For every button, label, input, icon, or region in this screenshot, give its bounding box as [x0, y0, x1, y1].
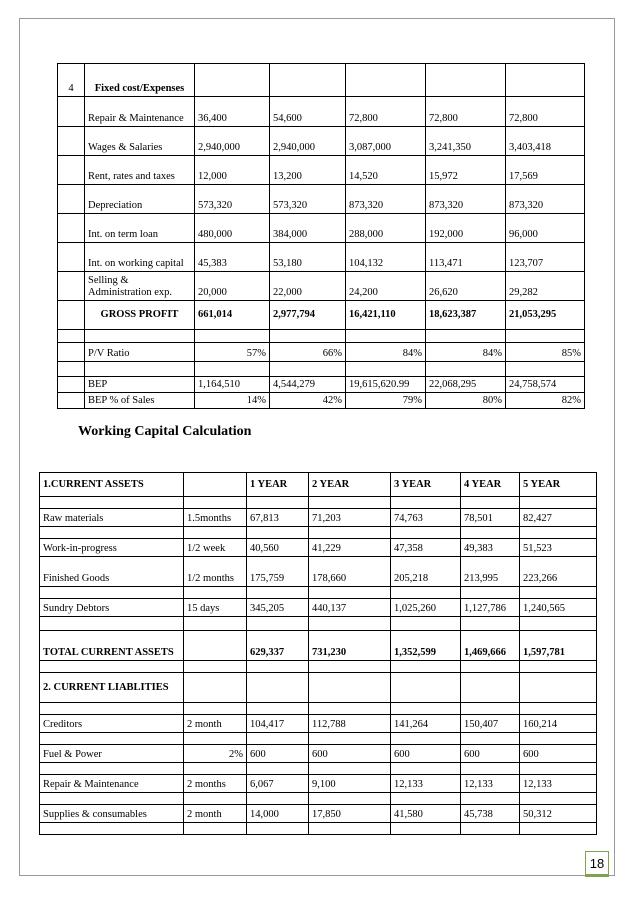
cell-value: 600 [247, 745, 309, 763]
period: 1/2 week [184, 539, 247, 557]
period: 2 months [184, 775, 247, 793]
cell-value: 113,471 [426, 243, 506, 272]
spacer-row [40, 823, 597, 835]
cell-value: 1,025,260 [391, 599, 461, 617]
cell-value: 6,067 [247, 775, 309, 793]
cell-value: 573,320 [195, 185, 270, 214]
cell-value: 84% [346, 343, 426, 362]
cell-value: 22,000 [270, 272, 346, 301]
cell-value: 12,133 [461, 775, 520, 793]
cell-value: 3,087,000 [346, 127, 426, 156]
cell-value: 24,758,574 [506, 377, 585, 393]
cell-value: 13,200 [270, 156, 346, 185]
cell-value: 29,282 [506, 272, 585, 301]
cell-value: 71,203 [309, 509, 391, 527]
cell-value: 19,615,620.99 [346, 377, 426, 393]
year-header: 4 YEAR [461, 473, 520, 497]
row-label: Int. on term loan [85, 214, 195, 243]
cell-value: 223,266 [520, 557, 597, 587]
cell-value: 50,312 [520, 805, 597, 823]
period: 1/2 months [184, 557, 247, 587]
cell-value: 123,707 [506, 243, 585, 272]
cell-value: 573,320 [270, 185, 346, 214]
cell-value: 205,218 [391, 557, 461, 587]
cell-value: 72,800 [426, 97, 506, 127]
cell-value: 1,352,599 [391, 631, 461, 661]
cell-value: 12,133 [391, 775, 461, 793]
cell-value: 175,759 [247, 557, 309, 587]
year-header: 3 YEAR [391, 473, 461, 497]
cell-value: 15,972 [426, 156, 506, 185]
row-label: BEP % of Sales [85, 393, 195, 409]
row-label: Creditors [40, 715, 184, 733]
cell-value: 2,977,794 [270, 301, 346, 330]
cell-value: 661,014 [195, 301, 270, 330]
cell-value: 600 [520, 745, 597, 763]
cell-value: 4,544,279 [270, 377, 346, 393]
row-label: GROSS PROFIT [85, 301, 195, 330]
working-capital-table [39, 472, 597, 835]
row-label: BEP [85, 377, 195, 393]
cell-value: 345,205 [247, 599, 309, 617]
cell-value: 178,660 [309, 557, 391, 587]
table-row [40, 715, 597, 733]
cell-value: 72,800 [346, 97, 426, 127]
cell-value: 17,850 [309, 805, 391, 823]
cell-value: 873,320 [506, 185, 585, 214]
section-header-row [58, 64, 585, 97]
cell-value: 84% [426, 343, 506, 362]
cell-value: 51,523 [520, 539, 597, 557]
cell-value: 12,000 [195, 156, 270, 185]
cell-value: 80% [426, 393, 506, 409]
cell-value: 66% [270, 343, 346, 362]
cell-value: 18,623,387 [426, 301, 506, 330]
table-row [40, 539, 597, 557]
cell-value: 1,164,510 [195, 377, 270, 393]
cell-value: 49,383 [461, 539, 520, 557]
cell-value: 14% [195, 393, 270, 409]
cell-value: 600 [309, 745, 391, 763]
cell-value: 12,133 [520, 775, 597, 793]
cell-value: 213,995 [461, 557, 520, 587]
cell-value: 21,053,295 [506, 301, 585, 330]
cell-value: 288,000 [346, 214, 426, 243]
cell-value: 78,501 [461, 509, 520, 527]
cell-value: 41,580 [391, 805, 461, 823]
row-label: Int. on working capital [85, 243, 195, 272]
cell-value: 1,127,786 [461, 599, 520, 617]
spacer-row [40, 763, 597, 775]
cell-value: 72,800 [506, 97, 585, 127]
year-header: 2 YEAR [309, 473, 391, 497]
fixed-costs-table [57, 63, 585, 409]
cell-value: 14,000 [247, 805, 309, 823]
pv-ratio-row [58, 343, 585, 362]
cell-value: 3,403,418 [506, 127, 585, 156]
cell-value: 16,421,110 [346, 301, 426, 330]
row-label: Sundry Debtors [40, 599, 184, 617]
period: 2 month [184, 805, 247, 823]
spacer-row [40, 661, 597, 673]
cell-value: 2,940,000 [270, 127, 346, 156]
current-assets-header: 1.CURRENT ASSETS [40, 473, 184, 497]
bep-pct-row [58, 393, 585, 409]
cell-value: 1,469,666 [461, 631, 520, 661]
table-row [58, 214, 585, 243]
row-label: Repair & Maintenance [40, 775, 184, 793]
cell-value: 82% [506, 393, 585, 409]
cell-value: 9,100 [309, 775, 391, 793]
spacer-row [58, 330, 585, 343]
cell-value: 96,000 [506, 214, 585, 243]
row-label: Rent, rates and taxes [85, 156, 195, 185]
table-row [40, 775, 597, 793]
spacer-row [40, 497, 597, 509]
cell-value: 104,417 [247, 715, 309, 733]
period: 2 month [184, 715, 247, 733]
cell-value: 79% [346, 393, 426, 409]
table-row [58, 97, 585, 127]
cell-value: 22,068,295 [426, 377, 506, 393]
row-label: Finished Goods [40, 557, 184, 587]
cell-value: 873,320 [426, 185, 506, 214]
table-row [40, 745, 597, 763]
current-liabilities-header-row [40, 673, 597, 703]
cell-value: 731,230 [309, 631, 391, 661]
table-row [58, 156, 585, 185]
row-label: Work-in-progress [40, 539, 184, 557]
table-row [58, 185, 585, 214]
cell-value: 53,180 [270, 243, 346, 272]
row-label: Repair & Maintenance [85, 97, 195, 127]
spacer-row [40, 703, 597, 715]
cell-value: 192,000 [426, 214, 506, 243]
cell-value: 67,813 [247, 509, 309, 527]
table-row [58, 243, 585, 272]
cell-value: 26,620 [426, 272, 506, 301]
cell-value: 112,788 [309, 715, 391, 733]
cell-value: 600 [461, 745, 520, 763]
cell-value: 873,320 [346, 185, 426, 214]
row-label: Supplies & consumables [40, 805, 184, 823]
cell-value: 40,560 [247, 539, 309, 557]
cell-value: 14,520 [346, 156, 426, 185]
spacer-row [58, 362, 585, 377]
cell-value: 41,229 [309, 539, 391, 557]
bep-row [58, 377, 585, 393]
total-current-assets-row [40, 631, 597, 661]
cell-value: 82,427 [520, 509, 597, 527]
cell-value: 600 [391, 745, 461, 763]
cell-value: 150,407 [461, 715, 520, 733]
cell-value: 1,240,565 [520, 599, 597, 617]
cell-value: 104,132 [346, 243, 426, 272]
table-row [58, 272, 585, 301]
cell-value: 20,000 [195, 272, 270, 301]
year-header: 1 YEAR [247, 473, 309, 497]
section-number: 4 [58, 64, 85, 97]
row-label: Depreciation [85, 185, 195, 214]
cell-value: 42% [270, 393, 346, 409]
cell-value: 3,241,350 [426, 127, 506, 156]
row-label: Raw materials [40, 509, 184, 527]
cell-value: 54,600 [270, 97, 346, 127]
year-header: 5 YEAR [520, 473, 597, 497]
row-label: TOTAL CURRENT ASSETS [40, 631, 184, 661]
cell-value: 2,940,000 [195, 127, 270, 156]
period: 2% [184, 745, 247, 763]
cell-value: 74,763 [391, 509, 461, 527]
row-label: Wages & Salaries [85, 127, 195, 156]
cell-value: 57% [195, 343, 270, 362]
spacer-row [40, 527, 597, 539]
current-liabilities-header: 2. CURRENT LIABLITIES [40, 673, 184, 703]
page-number: 18 [585, 851, 609, 875]
spacer-row [40, 793, 597, 805]
cell-value: 85% [506, 343, 585, 362]
spacer-row [40, 617, 597, 631]
cell-value: 36,400 [195, 97, 270, 127]
gross-profit-row [58, 301, 585, 330]
cell-value: 629,337 [247, 631, 309, 661]
spacer-row [40, 733, 597, 745]
section-label: Fixed cost/Expenses [85, 64, 195, 97]
period: 15 days [184, 599, 247, 617]
cell-value: 384,000 [270, 214, 346, 243]
cell-value: 1,597,781 [520, 631, 597, 661]
section-title: Working Capital Calculation [78, 424, 252, 439]
period: 1.5months [184, 509, 247, 527]
row-label: Selling & Administration exp. [85, 272, 195, 301]
row-label: P/V Ratio [85, 343, 195, 362]
header-row [40, 473, 597, 497]
table-row [58, 127, 585, 156]
spacer-row [40, 587, 597, 599]
table-row [40, 557, 597, 587]
cell-value: 160,214 [520, 715, 597, 733]
cell-value: 45,738 [461, 805, 520, 823]
table-row [40, 805, 597, 823]
row-label: Fuel & Power [40, 745, 184, 763]
cell-value: 24,200 [346, 272, 426, 301]
cell-value: 47,358 [391, 539, 461, 557]
cell-value: 141,264 [391, 715, 461, 733]
cell-value: 45,383 [195, 243, 270, 272]
cell-value: 17,569 [506, 156, 585, 185]
table-row [40, 509, 597, 527]
cell-value: 480,000 [195, 214, 270, 243]
cell-value: 440,137 [309, 599, 391, 617]
table-row [40, 599, 597, 617]
